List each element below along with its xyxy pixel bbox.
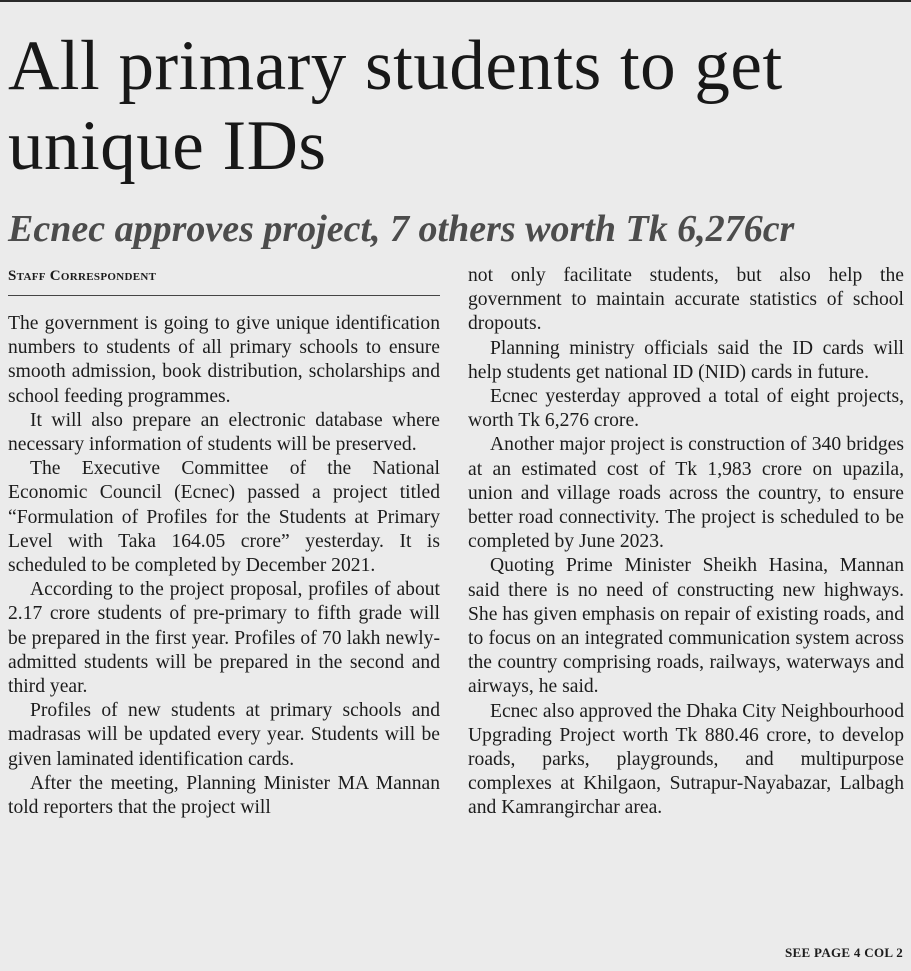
byline-divider (8, 295, 440, 296)
paragraph: Profiles of new students at primary schools and madrasas will be updated every year. Students will be given laminated identification cards. (8, 700, 440, 770)
right-text-column (468, 264, 904, 821)
paragraph: After the meeting, Planning Minister MA Mannan told reporters that the project will (8, 772, 440, 819)
subheadline-deck: Ecnec approves project, 7 others worth Tk 6,276cr (8, 208, 795, 250)
paragraph-continued: not only facilitate students, but also help the government to maintain accurate statistics of school dropouts. (468, 265, 904, 335)
paragraph: Planning ministry officials said the ID cards will help students get national ID (NID) cards in future. (468, 337, 904, 383)
paragraph: The Executive Committee of the National Economic Council (Ecnec) passed a project titled “Formulation of Profiles for the Students at Primary Level with Taka 164.05 crore” yesterday. It is scheduled to be completed by December 2021. (8, 458, 440, 577)
headline: All primary students to get unique IDs (8, 27, 783, 185)
top-border-rule (0, 0, 911, 2)
paragraph: It will also prepare an electronic database where necessary information of students will be preserved. (8, 409, 440, 456)
paragraph: Ecnec yesterday approved a total of eight projects, worth Tk 6,276 crore. (468, 386, 904, 432)
paragraph: Another major project is construction of 340 bridges at an estimated cost of Tk 1,983 crore on upazila, union and village roads across the country, to ensure better road connectivity. The project is scheduled to be completed by June 2023. (468, 434, 904, 553)
paragraph: Quoting Prime Minister Sheikh Hasina, Mannan said there is no need of constructing new highways. She has given emphasis on repair of existing roads, and to focus on an integrated communication system across the country comprising roads, railways, waterways and airways, he said. (468, 555, 904, 698)
continuation-jump-line: SEE PAGE 4 COL 2 (785, 945, 903, 960)
byline: Staff Correspondent (8, 268, 157, 284)
paragraph: The government is going to give unique identification numbers to students of all primary schools to ensure smooth admission, book distribution, scholarships and school feeding programmes. (8, 313, 440, 407)
left-text-column (8, 312, 440, 820)
paragraph: Ecnec also approved the Dhaka City Neighbourhood Upgrading Project worth Tk 880.46 crore, to develop roads, parks, playgrounds, and multipurpose complexes at Khilgaon, Sutrapur-Nayabazar, Lalbagh and Kamrangirchar area. (468, 700, 904, 819)
paragraph: According to the project proposal, profiles of about 2.17 crore students of pre-primary to fifth grade will be prepared in the first year. Profiles of 70 lakh newly-admitted students will be prepared in the second and third year. (8, 579, 440, 698)
